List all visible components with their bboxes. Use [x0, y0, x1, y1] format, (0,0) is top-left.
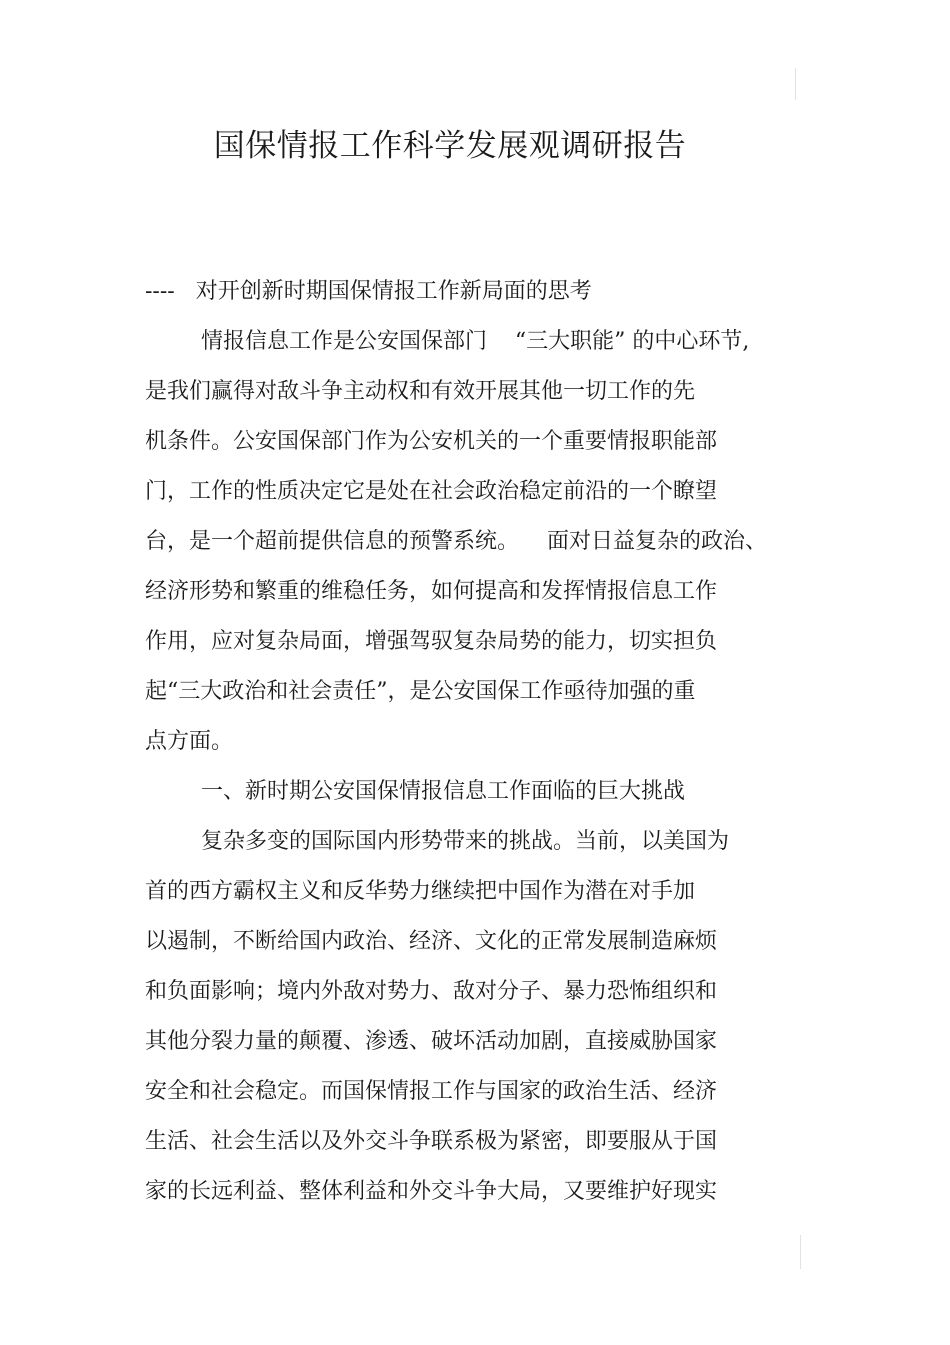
subtitle-line: ---- 对开创新时期国保情报工作新局面的思考	[145, 279, 592, 304]
body-line: 首的西方霸权主义和反华势力继续把中国作为潜在对手加	[145, 879, 696, 904]
body-line: 以遏制，不断给国内政治、经济、文化的正常发展制造麻烦	[145, 929, 718, 954]
page-edge-mark	[795, 68, 796, 100]
section-heading: 一、新时期公安国保情报信息工作面临的巨大挑战	[145, 779, 685, 804]
page-edge-mark	[800, 1235, 801, 1269]
body-line: 门，工作的性质决定它是处在社会政治稳定前沿的一个瞭望	[145, 479, 718, 504]
body-line: 是我们赢得对敌斗争主动权和有效开展其他一切工作的先	[145, 379, 696, 404]
body-line: 机条件。公安国保部门作为公安机关的一个重要情报职能部	[145, 429, 718, 454]
body-line: 安全和社会稳定。而国保情报工作与国家的政治生活、经济	[145, 1079, 718, 1104]
body-line: 台，是一个超前提供信息的预警系统。 面对日益复杂的政治、	[145, 529, 767, 554]
body-line: 情报信息工作是公安国保部门 “三大职能” 的中心环节,	[145, 329, 750, 354]
body-line: 生活、社会生活以及外交斗争联系极为紧密，即要服从于国	[145, 1129, 718, 1154]
body-line: 家的长远利益、整体利益和外交斗争大局，又要维护好现实	[145, 1179, 718, 1204]
body-line: 作用，应对复杂局面，增强驾驭复杂局势的能力，切实担负	[145, 629, 718, 654]
body-line: 其他分裂力量的颠覆、渗透、破坏活动加剧，直接威胁国家	[145, 1029, 718, 1054]
body-line: 点方面。	[145, 729, 234, 754]
body-line: 和负面影响；境内外敌对势力、敌对分子、暴力恐怖组织和	[145, 979, 718, 1004]
body-line: 经济形势和繁重的维稳任务，如何提高和发挥情报信息工作	[145, 579, 718, 604]
document-title: 国保情报工作科学发展观调研报告	[213, 128, 687, 164]
body-line: 复杂多变的国际国内形势带来的挑战。当前，以美国为	[145, 829, 729, 854]
body-line: 起“三大政治和社会责任”，是公安国保工作亟待加强的重	[145, 679, 696, 704]
